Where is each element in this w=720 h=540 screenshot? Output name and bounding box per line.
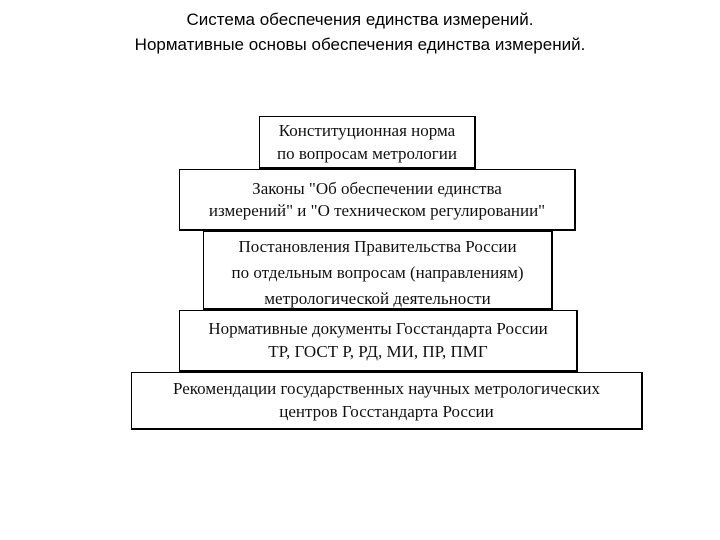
level-1-line-1: Конституционная норма [278, 121, 456, 140]
level-constitutional-norm [259, 116, 476, 169]
level-normative-documents [179, 310, 578, 372]
level-2-line-2: измерений" и "О техническом регулировании" [208, 201, 546, 220]
level-1-line-2: по вопросам метрологии [277, 144, 457, 163]
level-recommendations [131, 372, 643, 430]
level-government-decrees [203, 231, 553, 310]
slide-title-line-2: Нормативные основы обеспечения единства измерений. [134, 35, 586, 54]
level-3-line-1: Постановления Правительства России [238, 237, 517, 256]
level-federal-laws [179, 169, 576, 231]
level-3-line-3: метрологической деятельности [264, 289, 491, 308]
level-4-line-1: Нормативные документы Госстандарта России [208, 319, 548, 338]
level-5-line-1: Рекомендации государственных научных метрологических [172, 379, 600, 398]
level-5-line-2: центров Госстандарта России [279, 402, 494, 421]
level-4-line-2: ТР, ГОСТ Р, РД, МИ, ПР, ПМГ [268, 342, 488, 361]
level-2-line-1: Законы "Об обеспечении единства [252, 179, 502, 198]
level-3-line-2: по отдельным вопросам (направлениям) [231, 263, 524, 282]
slide-title-line-1: Система обеспечения единства измерений. [186, 10, 534, 29]
